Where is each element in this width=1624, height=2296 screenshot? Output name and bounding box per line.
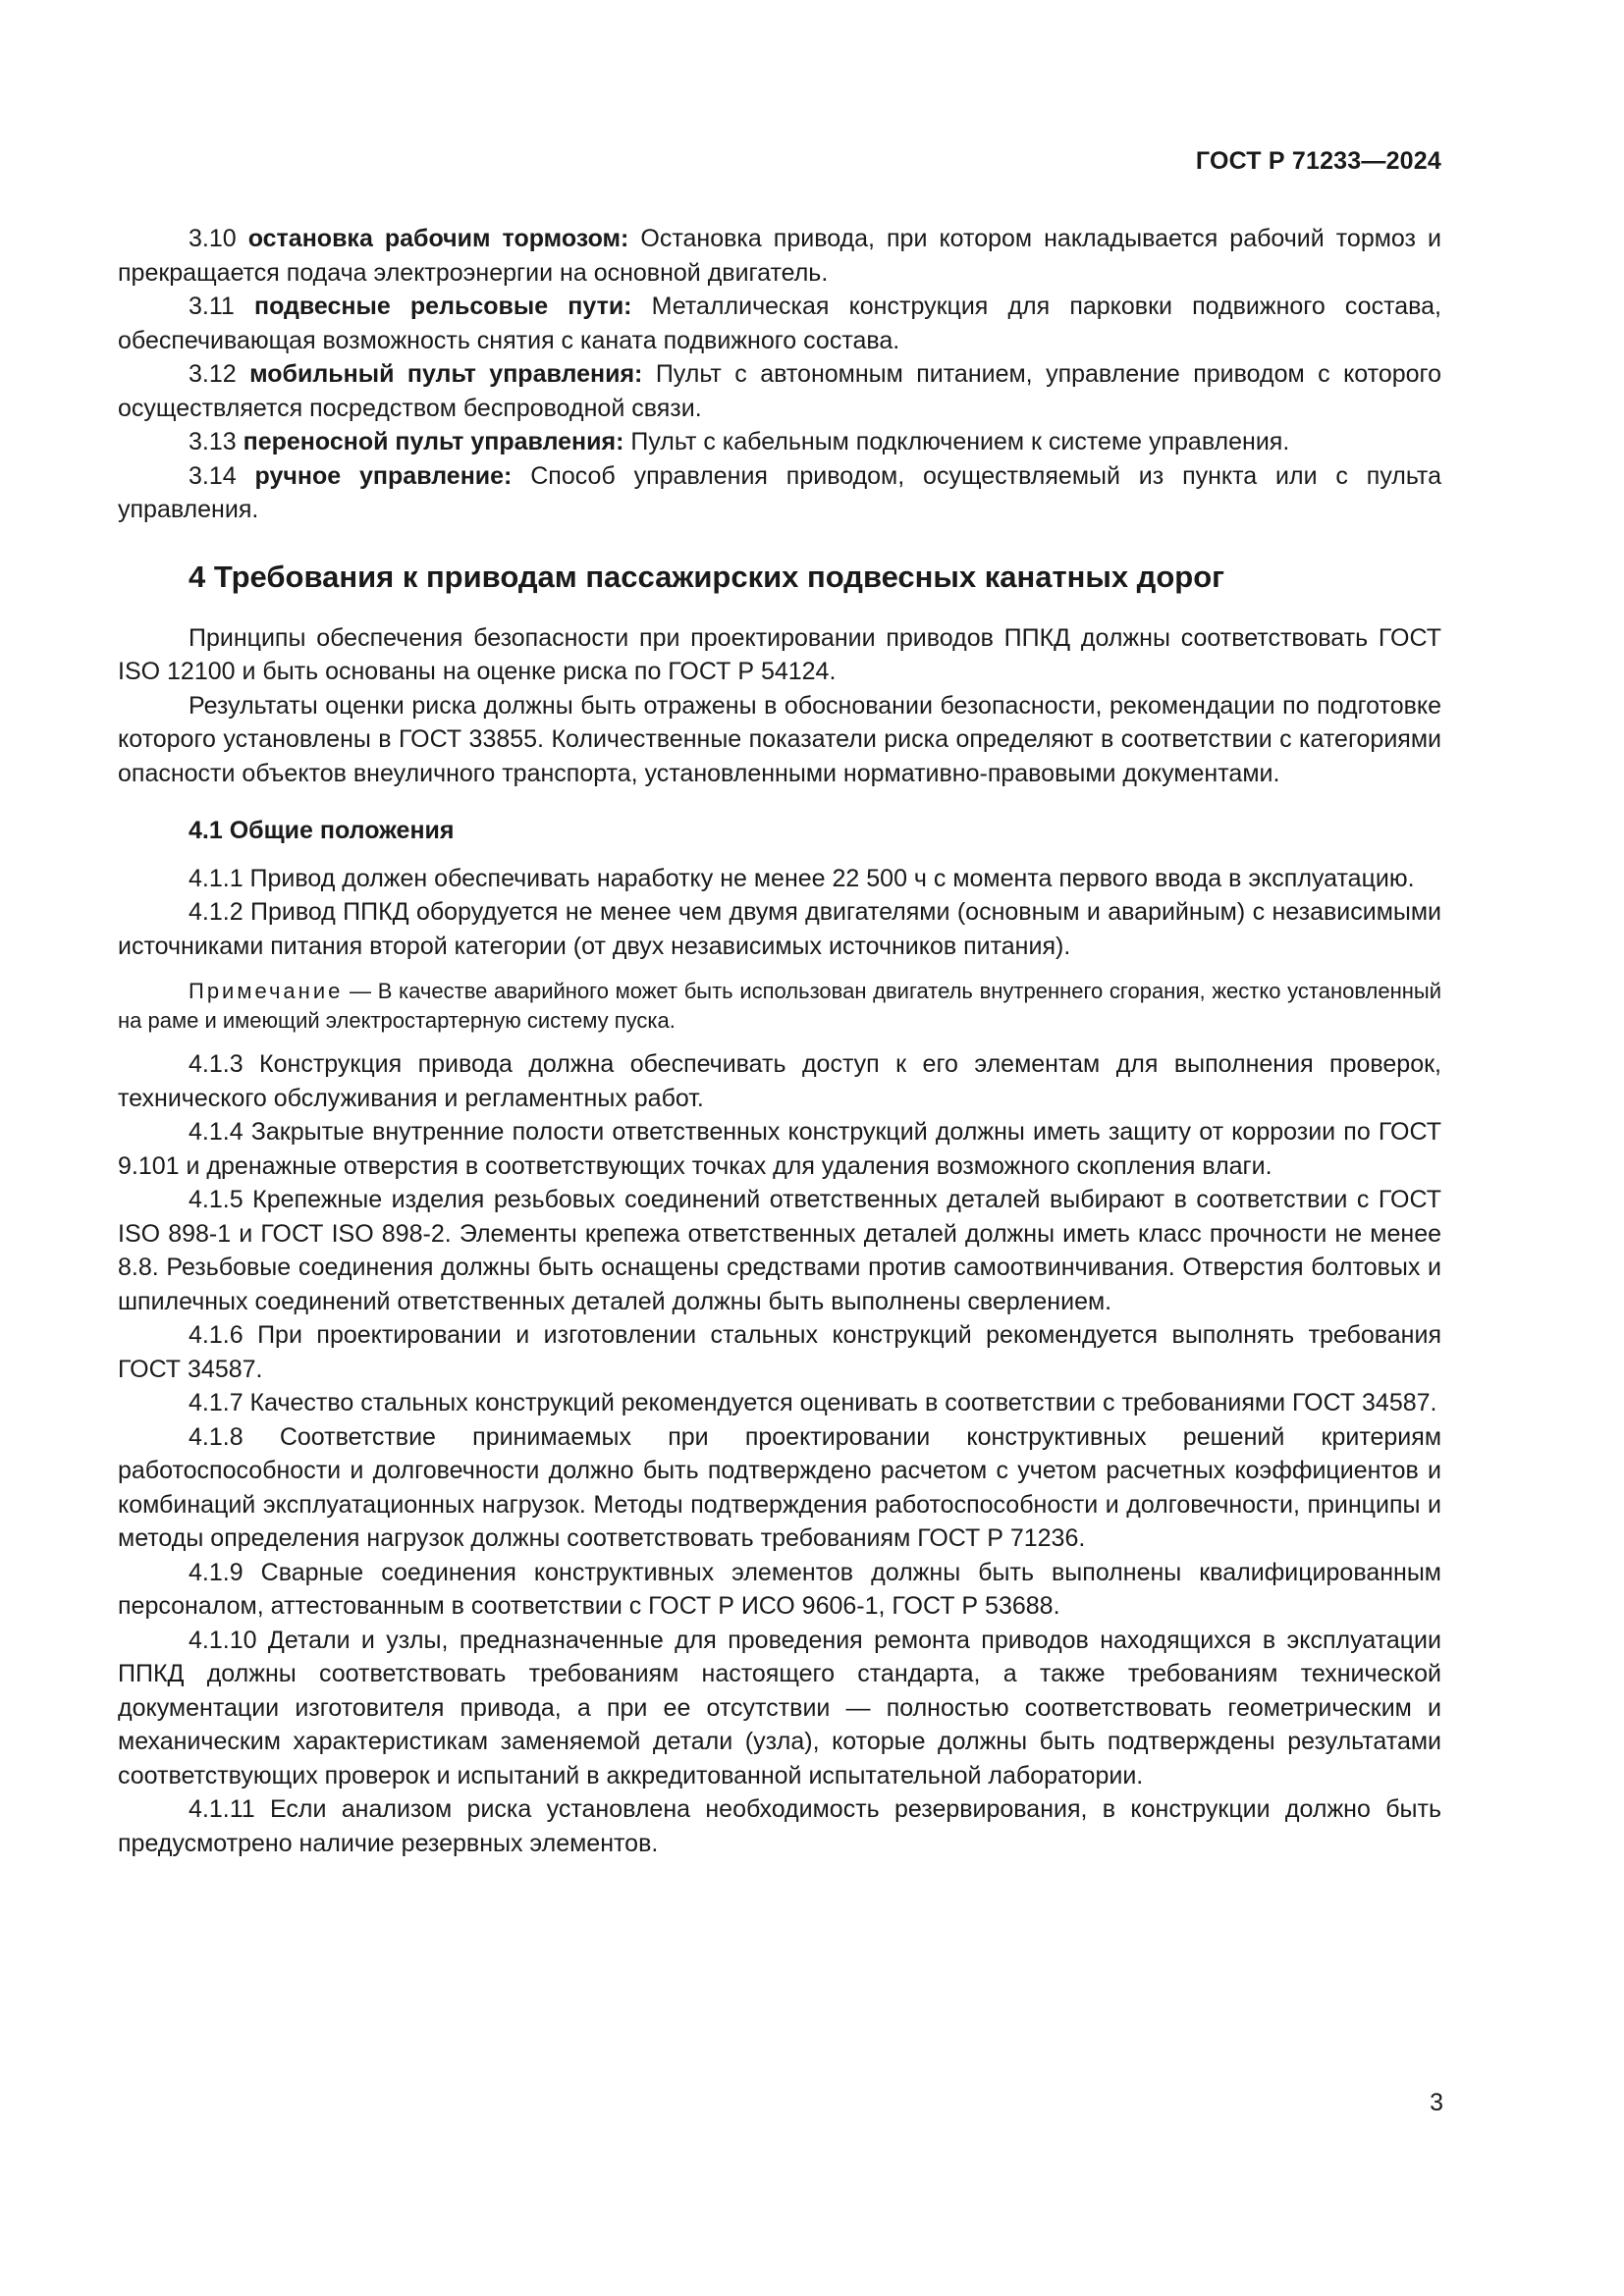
section-4-paragraph: Принципы обеспечения безопасности при проектировании приводов ППКД должны соответствовать ГОСТ ISO 12100 и быть основаны на оценке риска по ГОСТ Р 54124. [118, 623, 1441, 685]
definition-term: ручное управление: [254, 461, 513, 490]
definition-text: Остановка привода, при котором накладывается рабочий тормоз и прекращается подача электроэнергии на основной двигатель. [118, 225, 1441, 287]
clause-4-1-2: 4.1.2 Привод ППКД оборудуется не менее чем двумя двигателями (основным и аварийным) с независимыми источниками питания второй категории (от двух независимых источников питания). [118, 898, 1441, 960]
section-4-heading: 4 Требования к приводам пассажирских подвесных канатных дорог [189, 559, 1225, 594]
definition-text: Пульт с кабельным подключением к системе управления. [630, 428, 1290, 455]
definition-3-13: 3.13 переносной пульт управления: Пульт с кабельным подключением к системе управления. [189, 428, 1290, 455]
document-code-header: ГОСТ Р 71233—2024 [1195, 147, 1441, 175]
clause-4-1-10: 4.1.10 Детали и узлы, предназначенные для проведения ремонта приводов находящихся в эксплуатации ППКД должны соответствовать требованиям настоящего стандарта, а также требованиям технической документации изготовителя привода, а при ее отсутствии — полностью соответствовать геометрическим и механическим характеристикам заменяемой детали (узла), которые должны быть подтверждены результатами соответствующих проверок и испытаний в аккредитованной испытательной лаборатории. [118, 1626, 1441, 1789]
clause-4-1-1: 4.1.1 Привод должен обеспечивать наработку не менее 22 500 ч с момента первого ввода в эксплуатацию. [189, 864, 1415, 892]
note-text: — В качестве аварийного может быть использован двигатель внутреннего сгорания, жестко установленный на раме и имеющий электростартерную систему пуска. [118, 979, 1441, 1033]
clause-4-1-3: 4.1.3 Конструкция привода должна обеспечивать доступ к его элементам для выполнения проверок, технического обслуживания и регламентных работ. [118, 1050, 1441, 1112]
definition-term: мобильный пульт управления: [249, 360, 643, 388]
clause-4-1-9: 4.1.9 Сварные соединения конструктивных элементов должны быть выполнены квалифицированным персоналом, аттестованным в соответствии с ГОСТ Р ИСО 9606-1, ГОСТ Р 53688. [118, 1558, 1441, 1620]
clause-4-1-6: 4.1.6 При проектировании и изготовлении стальных конструкций рекомендуется выполнять требования ГОСТ 34587. [118, 1321, 1441, 1383]
definition-text: Пульт с автономным питанием, управление приводом с которого осуществляется посредством беспроводной связи. [118, 360, 1441, 422]
note-label: Примечание [189, 979, 344, 1003]
definition-term: переносной пульт управления: [243, 428, 624, 455]
document-body [118, 222, 1441, 1860]
definition-3-11: 3.11 подвесные рельсовые пути: Металлическая конструкция для парковки подвижного состава, обеспечивающая возможность снятия с каната подвижного состава. [118, 293, 1442, 354]
definition-term: подвесные рельсовые пути: [253, 293, 632, 320]
subsection-4-1-heading: 4.1 Общие положения [189, 817, 455, 844]
page-number: 3 [1430, 2089, 1443, 2116]
clause-4-1-4: 4.1.4 Закрытые внутренние полости ответственных конструкций должны иметь защиту от коррозии по ГОСТ 9.101 и дренажные отверстия в соответствующих точках для удаления возможного скопления влаги. [118, 1118, 1441, 1180]
definition-3-12: 3.12 мобильный пульт управления: Пульт с автономным питанием, управление приводом с которого осуществляется посредством беспроводной связи. [118, 360, 1441, 422]
clause-4-1-5: 4.1.5 Крепежные изделия резьбовых соединений ответственных деталей выбирают в соответствии с ГОСТ ISO 898-1 и ГОСТ ISO 898-2. Элементы крепежа ответственных деталей должны иметь класс прочности не менее 8.8. Резьбовые соединения должны быть оснащены средствами против самоотвинчивания. Отверстия болтовых и шпилечных соединений ответственных деталей должны быть выполнены сверлением. [118, 1186, 1441, 1315]
clause-4-1-7: 4.1.7 Качество стальных конструкций рекомендуется оценивать в соответствии с требованиями ГОСТ 34587. [189, 1389, 1437, 1416]
clause-4-1-8: 4.1.8 Соответствие принимаемых при проектировании конструктивных решений критериям работоспособности и долговечности должно быть подтверждено расчетом с учетом расчетных коэффициентов и комбинаций эксплуатационных нагрузок. Методы подтверждения работоспособности и долговечности, принципы и методы определения нагрузок должны соответствовать требованиям ГОСТ Р 71236. [118, 1422, 1441, 1552]
note [118, 977, 1441, 1036]
section-4-paragraph: Результаты оценки риска должны быть отражены в обосновании безопасности, рекомендации по подготовке которого установлены в ГОСТ 33855. Количественные показатели риска определяют в соответствии с категориями опасности объектов внеуличного транспорта, установленными нормативно-правовыми документами. [118, 691, 1441, 787]
definition-text: Способ управления приводом, осуществляемый из пункта или с пульта управления. [118, 461, 1441, 523]
definition-term: остановка рабочим тормозом: [247, 225, 629, 252]
definition-3-10: 3.10 остановка рабочим тормозом: Остановка привода, при котором накладывается рабочий тормоз и прекращается подача электроэнергии на основной двигатель. [118, 225, 1441, 287]
definition-text: Металлическая конструкция для парковки подвижного состава, обеспечивающая возможность снятия с каната подвижного состава. [118, 293, 1442, 354]
clause-4-1-11: 4.1.11 Если анализом риска установлена необходимость резервирования, в конструкции должно быть предусмотрено наличие резервных элементов. [118, 1795, 1441, 1857]
definition-3-14: 3.14 ручное управление: Способ управления приводом, осуществляемый из пункта или с пульта управления. [118, 461, 1441, 523]
